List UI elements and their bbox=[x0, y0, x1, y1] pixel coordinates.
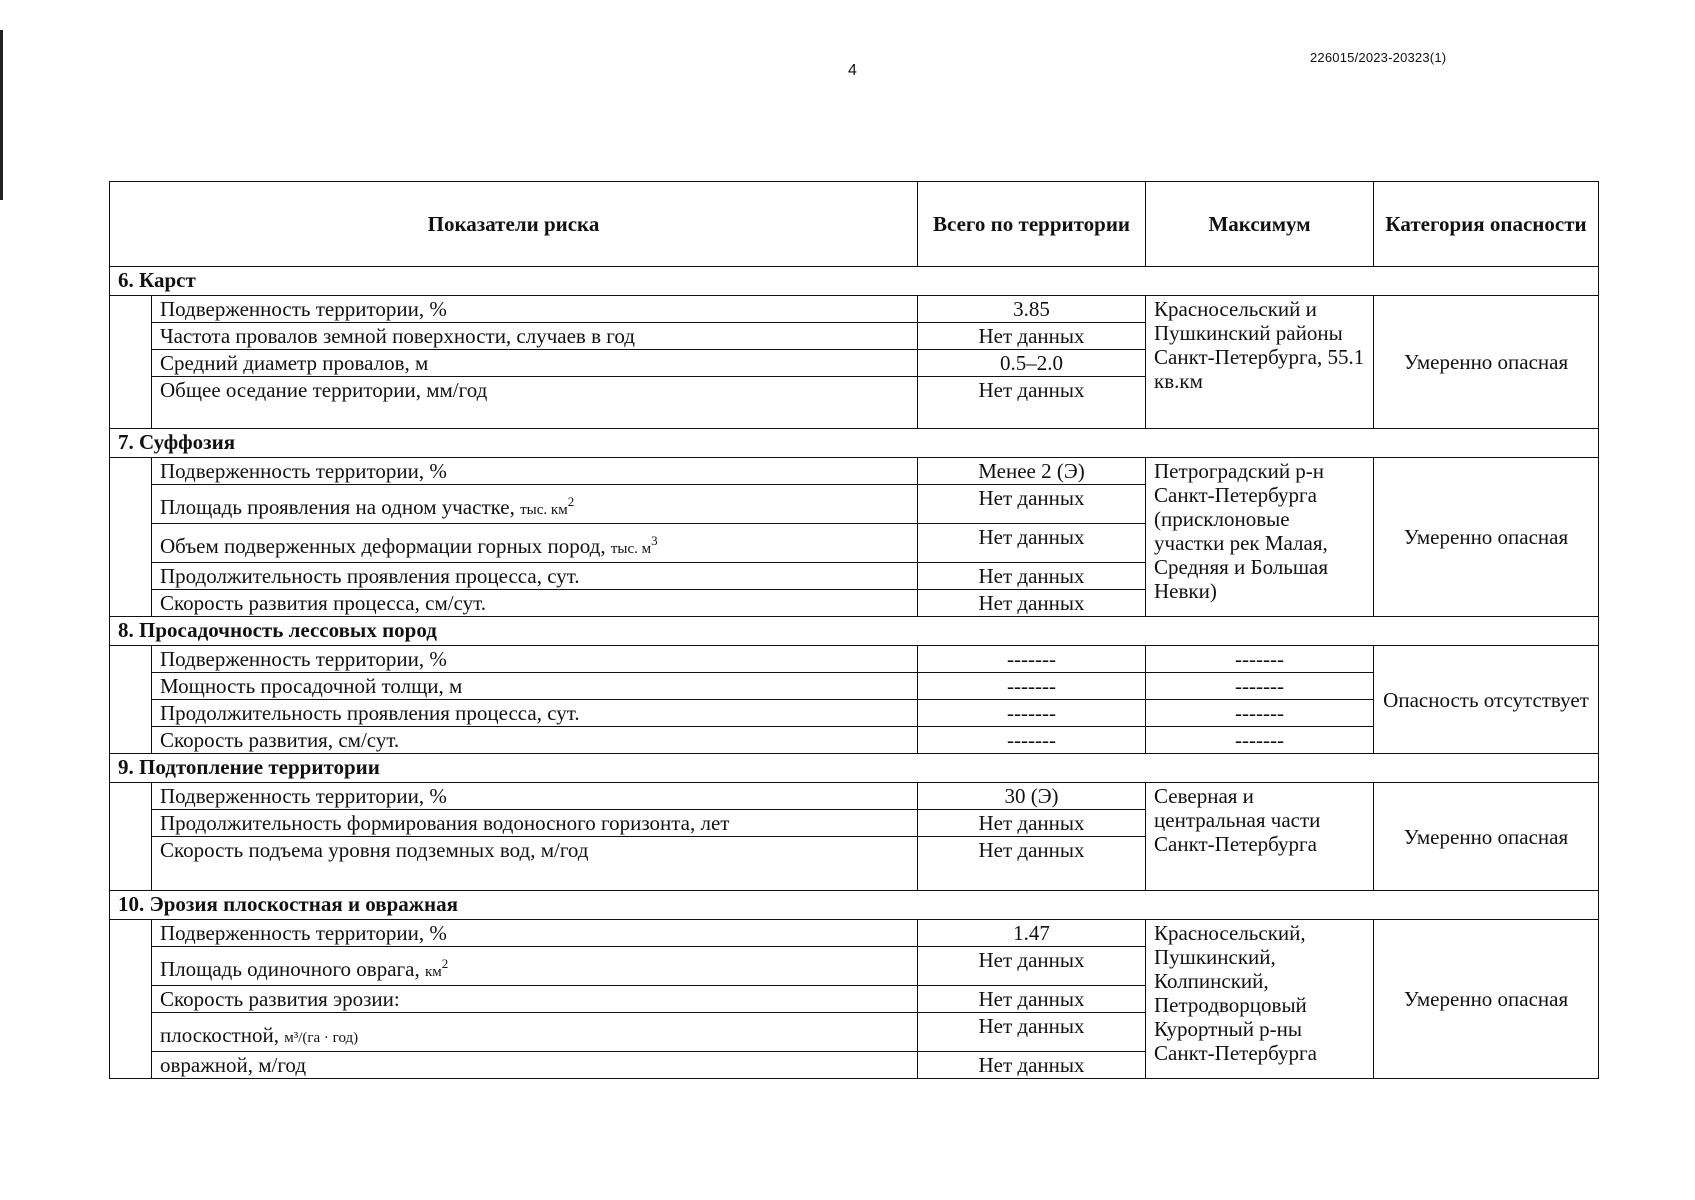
table-header-row bbox=[110, 182, 1599, 267]
indicator-total: Нет данных bbox=[918, 563, 1146, 590]
unit-exponent: 2 bbox=[441, 956, 449, 971]
indicator-total: ------- bbox=[918, 673, 1146, 700]
indicator-name bbox=[152, 485, 918, 524]
page-number: 4 bbox=[848, 62, 857, 79]
indent-cell bbox=[110, 458, 152, 617]
indicator-name: Продолжительность формирования водоносного горизонта, лет bbox=[152, 810, 918, 837]
indicator-total: Нет данных bbox=[918, 947, 1146, 986]
maximum-cell: ------- bbox=[1146, 700, 1374, 727]
section-row bbox=[110, 429, 1599, 458]
indicator-total: Нет данных bbox=[918, 323, 1146, 350]
indicator-total: Нет данных bbox=[918, 377, 1146, 429]
section-title: 8. Просадочность лессовых пород bbox=[110, 617, 1599, 646]
category-cell: Умеренно опасная bbox=[1374, 296, 1599, 429]
indicator-total: 30 (Э) bbox=[918, 783, 1146, 810]
indicator-unit: м³/(га · год) bbox=[284, 1030, 359, 1046]
maximum-cell: ------- bbox=[1146, 727, 1374, 754]
header-maximum: Максимум bbox=[1146, 182, 1374, 267]
indicator-total: ------- bbox=[918, 646, 1146, 673]
indicator-name bbox=[152, 524, 918, 563]
indicator-name: Частота провалов земной поверхности, случаев в год bbox=[152, 323, 918, 350]
maximum-cell: ------- bbox=[1146, 646, 1374, 673]
indicator-name-text: Объем подверженных деформации горных пород, bbox=[160, 534, 606, 558]
document-id: 226015/2023-20323(1) bbox=[1310, 50, 1447, 65]
indicator-name: Подверженность территории, % bbox=[152, 783, 918, 810]
scan-edge-mark bbox=[0, 30, 3, 200]
unit-exponent: 2 bbox=[567, 494, 575, 509]
section-row bbox=[110, 754, 1599, 783]
indent-cell bbox=[110, 920, 152, 1079]
indicator-total: Нет данных bbox=[918, 590, 1146, 617]
indicator-name: Скорость развития, см/сут. bbox=[152, 727, 918, 754]
section-title: 7. Суффозия bbox=[110, 429, 1599, 458]
section-row bbox=[110, 617, 1599, 646]
indicator-total: Нет данных bbox=[918, 986, 1146, 1013]
category-cell: Умеренно опасная bbox=[1374, 783, 1599, 891]
indicator-total: Нет данных bbox=[918, 1052, 1146, 1079]
indicator-name: Средний диаметр провалов, м bbox=[152, 350, 918, 377]
indicator-name: Скорость подъема уровня подземных вод, м/год bbox=[152, 837, 918, 891]
table-row bbox=[110, 920, 1599, 947]
maximum-cell: Красносельский, Пушкинский, Колпинский, Петродворцовый Курортный р-ны Санкт-Петербурга bbox=[1146, 920, 1374, 1079]
indicator-total: Нет данных bbox=[918, 810, 1146, 837]
indicator-name: Подверженность территории, % bbox=[152, 646, 918, 673]
indicator-total: 3.85 bbox=[918, 296, 1146, 323]
indicator-name: Общее оседание территории, мм/год bbox=[152, 377, 918, 429]
indicator-total: 1.47 bbox=[918, 920, 1146, 947]
table-row bbox=[110, 458, 1599, 485]
maximum-cell: Красносельский и Пушкинский районы Санкт-Петербурга, 55.1 кв.км bbox=[1146, 296, 1374, 429]
section-title: 9. Подтопление территории bbox=[110, 754, 1599, 783]
indicator-name-text: плоскостной, bbox=[160, 1023, 279, 1047]
indicator-total: Нет данных bbox=[918, 1013, 1146, 1052]
section-row bbox=[110, 891, 1599, 920]
indicator-total: ------- bbox=[918, 700, 1146, 727]
indicator-name: Скорость развития эрозии: bbox=[152, 986, 918, 1013]
header-total: Всего по территории bbox=[918, 182, 1146, 267]
indicator-name-text: Площадь одиночного оврага, bbox=[160, 957, 420, 981]
header-indicators: Показатели риска bbox=[110, 182, 918, 267]
table-row bbox=[110, 646, 1599, 673]
section-title: 10. Эрозия плоскостная и овражная bbox=[110, 891, 1599, 920]
section-title: 6. Карст bbox=[110, 267, 1599, 296]
indent-cell bbox=[110, 646, 152, 754]
indicator-name bbox=[152, 1013, 918, 1052]
indicator-name: овражной, м/год bbox=[152, 1052, 918, 1079]
indent-cell bbox=[110, 783, 152, 891]
indicator-name: Продолжительность проявления процесса, сут. bbox=[152, 563, 918, 590]
table-row bbox=[110, 296, 1599, 323]
indicator-unit: км bbox=[424, 964, 442, 980]
indent-cell bbox=[110, 296, 152, 429]
category-cell: Умеренно опасная bbox=[1374, 920, 1599, 1079]
maximum-cell: Петроградский р-н Санкт-Петербурга (присклоновые участки рек Малая, Средняя и Большая Невки) bbox=[1146, 458, 1374, 617]
indicator-name bbox=[152, 947, 918, 986]
indicator-total: 0.5–2.0 bbox=[918, 350, 1146, 377]
category-cell: Опасность отсутствует bbox=[1374, 646, 1599, 754]
indicator-name: Мощность просадочной толщи, м bbox=[152, 673, 918, 700]
maximum-cell: Северная и центральная части Санкт-Петербурга bbox=[1146, 783, 1374, 891]
unit-exponent: 3 bbox=[651, 533, 658, 548]
table-row bbox=[110, 783, 1599, 810]
indicator-name: Подверженность территории, % bbox=[152, 296, 918, 323]
indicator-unit: тыс. м bbox=[610, 541, 652, 557]
header-category: Категория опасности bbox=[1374, 182, 1599, 267]
indicator-name: Подверженность территории, % bbox=[152, 458, 918, 485]
indicator-total: Нет данных bbox=[918, 524, 1146, 563]
indicator-name: Подверженность территории, % bbox=[152, 920, 918, 947]
indicator-total: ------- bbox=[918, 727, 1146, 754]
indicator-total: Нет данных bbox=[918, 837, 1146, 891]
indicator-unit: тыс. км bbox=[520, 502, 568, 518]
indicator-total: Нет данных bbox=[918, 485, 1146, 524]
category-cell: Умеренно опасная bbox=[1374, 458, 1599, 617]
indicator-name-text: Площадь проявления на одном участке, bbox=[160, 495, 515, 519]
risk-indicators-table bbox=[109, 181, 1599, 1079]
section-row bbox=[110, 267, 1599, 296]
indicator-name: Продолжительность проявления процесса, сут. bbox=[152, 700, 918, 727]
maximum-cell: ------- bbox=[1146, 673, 1374, 700]
indicator-name: Скорость развития процесса, см/сут. bbox=[152, 590, 918, 617]
indicator-total: Менее 2 (Э) bbox=[918, 458, 1146, 485]
